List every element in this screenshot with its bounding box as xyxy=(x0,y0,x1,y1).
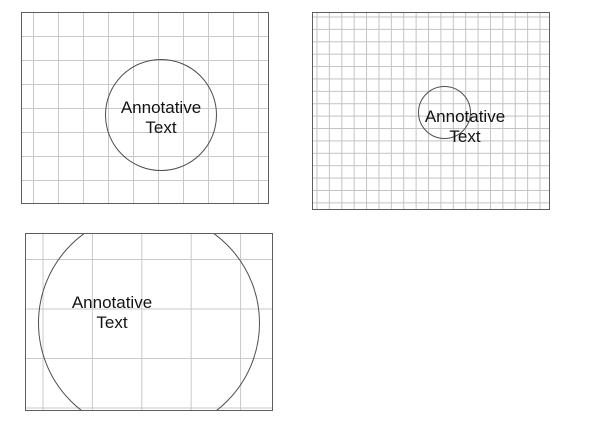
annotative-text-line1: Annotative xyxy=(120,98,202,117)
annotative-text-label xyxy=(385,107,545,147)
viewport-panel-top-right xyxy=(312,12,550,210)
annotative-text-line2: Text xyxy=(449,127,481,146)
annotative-text-line1: Annotative xyxy=(71,293,153,312)
annotative-text-line1: Annotative xyxy=(424,107,506,126)
annotative-text-label xyxy=(81,98,241,138)
annotative-text-label xyxy=(32,293,192,333)
annotative-text-line2: Text xyxy=(96,313,128,332)
annotative-text-line2: Text xyxy=(145,118,177,137)
viewport-panel-bottom-left xyxy=(25,233,273,411)
viewport-panel-top-left xyxy=(21,12,269,204)
